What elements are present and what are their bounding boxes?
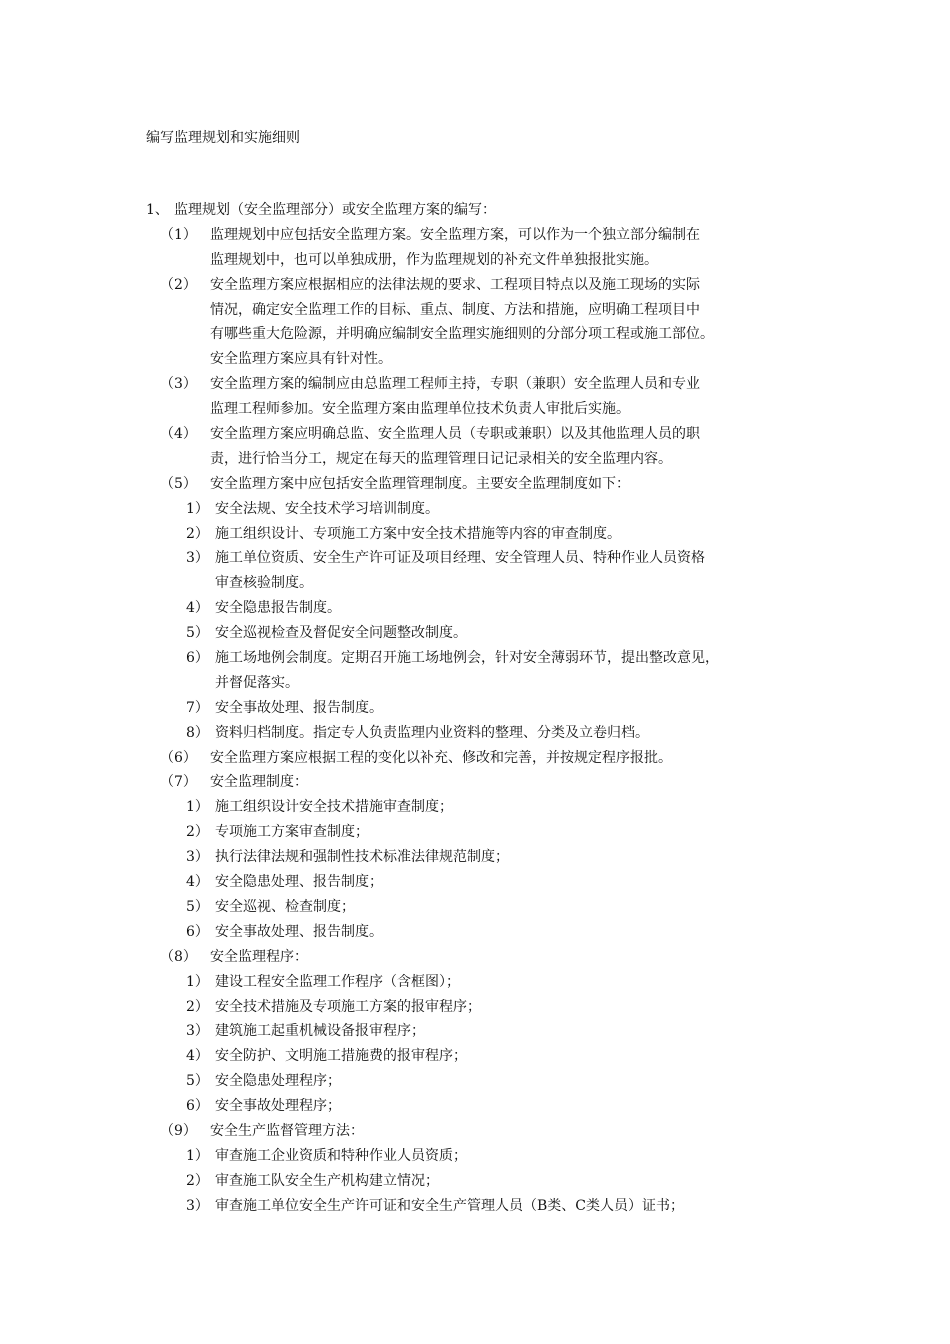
list-item-number: （8） xyxy=(160,948,197,965)
list-item-text: 执行法律法规和强制性技术标准法律规范制度； xyxy=(215,849,509,866)
list-item xyxy=(0,995,950,1020)
list-item-text: 监理工程师参加。安全监理方案由监理单位技术负责人审批后实施。 xyxy=(210,401,630,418)
list-item-text: 安全技术措施及专项施工方案的报审程序； xyxy=(215,998,481,1015)
list-item xyxy=(0,970,950,995)
list-item-text: 施工单位资质、安全生产许可证及项目经理、安全管理人员、特种作业人员资格 xyxy=(215,550,705,567)
list-item-text: 监理规划（安全监理部分）或安全监理方案的编写： xyxy=(174,202,496,218)
list-item xyxy=(0,372,950,397)
list-item-text: 安全巡视、检查制度； xyxy=(215,898,355,915)
list-item-text: 安全防护、文明施工措施费的报审程序； xyxy=(215,1048,467,1065)
list-item-text: 安全隐患报告制度。 xyxy=(215,600,341,617)
list-item xyxy=(0,870,950,895)
text-line-continuation xyxy=(0,397,950,422)
list-item-number: 3） xyxy=(186,1197,209,1214)
list-item xyxy=(0,1169,950,1194)
text-line-continuation xyxy=(0,248,950,273)
text-line-continuation xyxy=(0,447,950,472)
list-item xyxy=(0,223,950,248)
list-item-number: 6） xyxy=(186,650,209,667)
list-item-number: 5） xyxy=(186,1073,209,1090)
document-title: 编写监理规划和实施细则 xyxy=(146,130,300,146)
list-item-number: 3） xyxy=(186,1023,209,1040)
list-item-text: 安全事故处理程序； xyxy=(215,1098,341,1115)
list-item xyxy=(0,845,950,870)
list-item xyxy=(0,198,950,223)
list-item-number: 1） xyxy=(186,500,209,517)
list-item xyxy=(0,920,950,945)
list-item-text: 安全隐患处理、报告制度； xyxy=(215,874,383,891)
list-item xyxy=(0,1044,950,1069)
list-item xyxy=(0,273,950,298)
list-item-text: 审查施工队安全生产机构建立情况； xyxy=(215,1172,439,1189)
text-line-continuation xyxy=(0,347,950,372)
list-item xyxy=(0,422,950,447)
list-item-number: 4） xyxy=(186,1048,209,1065)
list-item-number: 4） xyxy=(186,874,209,891)
list-item-number: （3） xyxy=(160,376,197,393)
list-item xyxy=(0,820,950,845)
list-item-text: 审查施工单位安全生产许可证和安全生产管理人员（B类、C类人员）证书； xyxy=(215,1197,684,1214)
list-item xyxy=(0,1194,950,1219)
list-item xyxy=(0,945,950,970)
list-item-number: （7） xyxy=(160,774,197,791)
list-item-text: 情况，确定安全监理工作的目标、重点、制度、方法和措施，应明确工程项目中 xyxy=(210,301,700,318)
list-item xyxy=(0,746,950,771)
list-item-text: 施工组织设计安全技术措施审查制度； xyxy=(215,799,453,816)
list-item-number: 1） xyxy=(186,799,209,816)
list-item-text: 责，进行恰当分工，规定在每天的监理管理日记记录相关的安全监理内容。 xyxy=(210,450,672,467)
list-item-text: 安全法规、安全技术学习培训制度。 xyxy=(215,500,439,517)
list-item xyxy=(0,1119,950,1144)
list-item-number: 2） xyxy=(186,1172,209,1189)
list-item-text: 安全事故处理、报告制度。 xyxy=(215,699,383,716)
list-item-number: （2） xyxy=(160,276,197,293)
list-item xyxy=(0,472,950,497)
list-item xyxy=(0,696,950,721)
list-item-text: 安全生产监督管理方法： xyxy=(210,1122,364,1139)
list-item-number: （1） xyxy=(160,226,197,243)
list-item-text: 安全监理制度： xyxy=(210,774,308,791)
list-item-text: 资料归档制度。指定专人负责监理内业资料的整理、分类及立卷归档。 xyxy=(215,724,649,741)
list-item-number: 2） xyxy=(186,998,209,1015)
list-item-text: 安全监理方案应具有针对性。 xyxy=(210,351,392,368)
list-item-text: 建设工程安全监理工作程序（含框图）； xyxy=(215,973,460,990)
list-item xyxy=(0,522,950,547)
list-item xyxy=(0,497,950,522)
list-item-text: 安全监理程序： xyxy=(210,948,308,965)
list-item-number: 3） xyxy=(186,849,209,866)
list-item-number: 2） xyxy=(186,824,209,841)
list-item-text: 安全巡视检查及督促安全问题整改制度。 xyxy=(215,625,467,642)
list-item-number: 6） xyxy=(186,923,209,940)
list-item-number: （4） xyxy=(160,426,197,443)
text-line-continuation xyxy=(0,298,950,323)
list-item-text: 并督促落实。 xyxy=(215,674,299,691)
list-item xyxy=(0,1144,950,1169)
list-item xyxy=(0,795,950,820)
list-item-number: 1、 xyxy=(146,202,169,218)
list-item-text: 安全监理方案应根据工程的变化以补充、修改和完善，并按规定程序报批。 xyxy=(210,749,672,766)
text-line-continuation xyxy=(0,671,950,696)
list-item-text: 安全监理方案的编制应由总监理工程师主持，专职（兼职）安全监理人员和专业 xyxy=(210,376,700,393)
list-item xyxy=(0,646,950,671)
list-item-text: 安全隐患处理程序； xyxy=(215,1073,341,1090)
list-item-text: 建筑施工起重机械设备报审程序； xyxy=(215,1023,425,1040)
list-item-text: 监理规划中应包括安全监理方案。安全监理方案，可以作为一个独立部分编制在 xyxy=(210,226,700,243)
list-item xyxy=(0,621,950,646)
list-item xyxy=(0,1069,950,1094)
list-item xyxy=(0,596,950,621)
list-item-number: 4） xyxy=(186,600,209,617)
list-item-text: 有哪些重大危险源，并明确应编制安全监理实施细则的分部分项工程或施工部位。 xyxy=(210,326,714,343)
list-item-text: 施工组织设计、专项施工方案中安全技术措施等内容的审查制度。 xyxy=(215,525,621,542)
list-item xyxy=(0,721,950,746)
list-item-number: 1） xyxy=(186,973,209,990)
list-item-number: （9） xyxy=(160,1122,197,1139)
list-item-text: 专项施工方案审查制度； xyxy=(215,824,369,841)
list-item-number: 1） xyxy=(186,1147,209,1164)
list-item-text: 安全监理方案中应包括安全监理管理制度。主要安全监理制度如下： xyxy=(210,475,630,492)
list-item-text: 监理规划中，也可以单独成册，作为监理规划的补充文件单独报批实施。 xyxy=(210,251,658,268)
list-item-text: 施工场地例会制度。定期召开施工场地例会，针对安全薄弱环节，提出整改意见， xyxy=(215,650,719,667)
list-item-number: 5） xyxy=(186,898,209,915)
list-item-number: （6） xyxy=(160,749,197,766)
list-item xyxy=(0,1019,950,1044)
text-line-continuation xyxy=(0,571,950,596)
document-body xyxy=(0,198,950,1219)
list-item-text: 安全监理方案应明确总监、安全监理人员（专职或兼职）以及其他监理人员的职 xyxy=(210,426,700,443)
list-item xyxy=(0,895,950,920)
list-item-number: 5） xyxy=(186,625,209,642)
text-line-continuation xyxy=(0,322,950,347)
list-item-number: （5） xyxy=(160,475,197,492)
list-item-text: 审查核验制度。 xyxy=(215,575,313,592)
list-item-number: 2） xyxy=(186,525,209,542)
list-item-number: 6） xyxy=(186,1098,209,1115)
list-item-number: 3） xyxy=(186,550,209,567)
list-item-number: 8） xyxy=(186,724,209,741)
list-item-number: 7） xyxy=(186,699,209,716)
list-item-text: 安全事故处理、报告制度。 xyxy=(215,923,383,940)
list-item xyxy=(0,770,950,795)
list-item xyxy=(0,546,950,571)
list-item-text: 审查施工企业资质和特种作业人员资质； xyxy=(215,1147,467,1164)
list-item xyxy=(0,1094,950,1119)
list-item-text: 安全监理方案应根据相应的法律法规的要求、工程项目特点以及施工现场的实际 xyxy=(210,276,700,293)
